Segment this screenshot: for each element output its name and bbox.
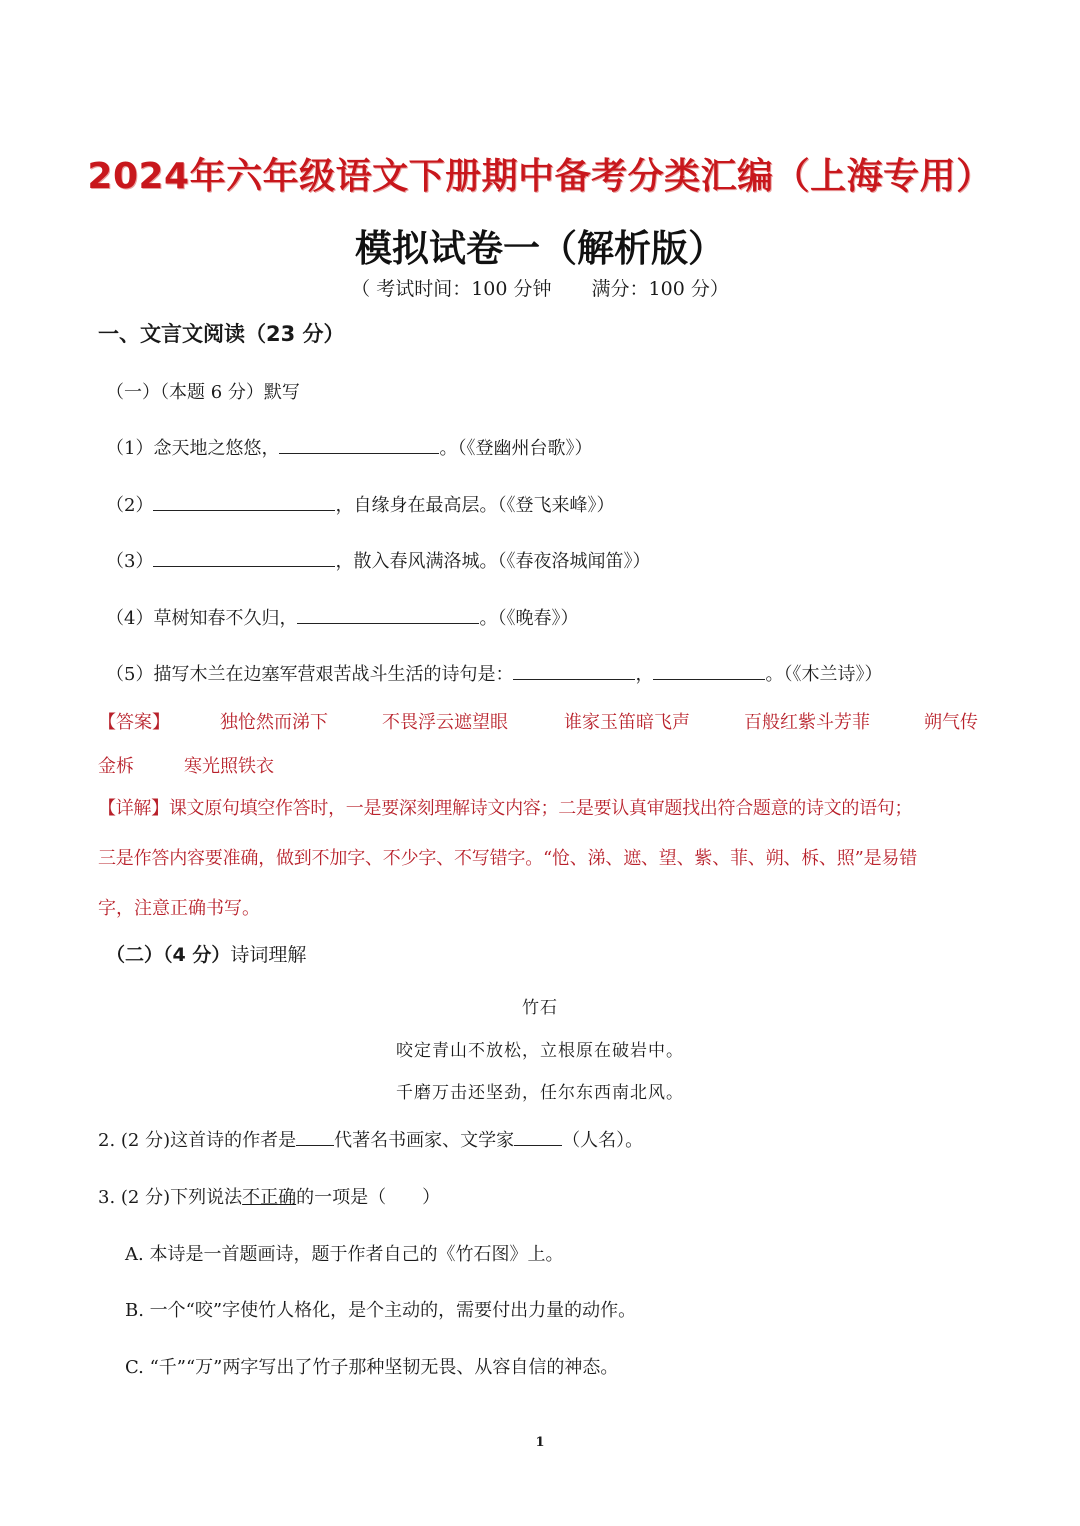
answer-blank[interactable] bbox=[279, 435, 439, 454]
fill-item-5 bbox=[106, 660, 882, 686]
answer-blank[interactable] bbox=[513, 661, 635, 680]
answer-1: 独怆然而涕下 bbox=[220, 712, 328, 733]
fill-item-text: （1）念天地之悠悠， bbox=[106, 438, 280, 459]
page-number: 1 bbox=[535, 1435, 545, 1450]
answer-5a: 朔气传 bbox=[924, 712, 978, 733]
poem-title: 竹石 bbox=[522, 998, 558, 1018]
fill-item-1 bbox=[106, 434, 592, 460]
option-a[interactable]: A. 本诗是一首题画诗，题于作者自己的《竹石图》上。 bbox=[125, 1244, 564, 1265]
fill-item-source: ，散入春风满洛城。（《春夜洛城闻笛》） bbox=[335, 551, 651, 572]
document-subtitle: 模拟试卷一（解析版） bbox=[355, 227, 725, 270]
answer-5c: 寒光照铁衣 bbox=[184, 756, 274, 777]
answer-label: 【答案】 bbox=[98, 712, 170, 733]
answer-blank[interactable] bbox=[296, 1127, 334, 1146]
fill-item-2 bbox=[106, 491, 614, 517]
answer-5b: 金柝 bbox=[98, 756, 134, 777]
full-score: 满分：100 分） bbox=[591, 278, 729, 300]
answer-3: 谁家玉笛暗飞声 bbox=[564, 712, 690, 733]
fill-item-source: 。（《晚春》） bbox=[479, 608, 579, 629]
answer-4: 百般红紫斗芳菲 bbox=[744, 712, 870, 733]
question-text: （人名）。 bbox=[562, 1130, 644, 1151]
fill-item-text: （3） bbox=[106, 551, 154, 572]
answer-blank[interactable] bbox=[514, 1127, 562, 1146]
fill-item-source: 。（《木兰诗》） bbox=[765, 664, 883, 685]
fill-item-source: ，自缘身在最高层。（《登飞来峰》） bbox=[335, 495, 615, 516]
emphasis-text: 不正确 bbox=[242, 1187, 297, 1208]
question-text: 3. (2 分)下列说法 bbox=[98, 1187, 243, 1208]
answer-blank[interactable] bbox=[153, 548, 335, 567]
exam-time: （ 考试时间：100 分钟 bbox=[351, 278, 552, 300]
fill-item-comma: ， bbox=[635, 664, 654, 685]
question-3 bbox=[98, 1183, 440, 1209]
detail-label: 【详解】 bbox=[98, 798, 169, 819]
exam-info bbox=[0, 274, 1080, 301]
part1-label: （一）（本题 6 分）默写 bbox=[106, 382, 300, 403]
question-text: 的一项是（ ） bbox=[296, 1187, 441, 1208]
part2-label bbox=[106, 940, 306, 967]
detail-line-3: 字，注意正确书写。 bbox=[98, 898, 260, 919]
fill-item-text: （5）描写木兰在边塞军营艰苦战斗生活的诗句是： bbox=[106, 664, 514, 685]
question-text: 2. (2 分)这首诗的作者是 bbox=[98, 1130, 297, 1151]
answer-blank[interactable] bbox=[297, 605, 479, 624]
fill-item-source: 。（《登幽州台歌》） bbox=[439, 438, 593, 459]
fill-item-text: （2） bbox=[106, 495, 154, 516]
answer-2: 不畏浮云遮望眼 bbox=[382, 712, 508, 733]
answer-blank[interactable] bbox=[153, 492, 335, 511]
option-c[interactable]: C. “千”“万”两字写出了竹子那种坚韧无畏、从容自信的神态。 bbox=[125, 1357, 619, 1378]
fill-item-3 bbox=[106, 547, 650, 573]
section-heading: 一、文言文阅读（23 分） bbox=[98, 322, 345, 346]
fill-item-4 bbox=[106, 604, 578, 630]
answer-blank[interactable] bbox=[653, 661, 765, 680]
question-text: 代著名书画家、文学家 bbox=[334, 1130, 515, 1151]
option-b[interactable]: B. 一个“咬”字使竹人格化，是个主动的，需要付出力量的动作。 bbox=[125, 1300, 637, 1321]
part2-score: （二）（4 分） bbox=[106, 944, 231, 966]
fill-item-text: （4）草树知春不久归， bbox=[106, 608, 298, 629]
poem-line-2: 千磨万击还坚劲，任尔东西南北风。 bbox=[396, 1083, 684, 1103]
detail-line-1 bbox=[98, 794, 990, 820]
document-title: 2024年六年级语文下册期中备考分类汇编（上海专用） bbox=[87, 156, 993, 197]
detail-text: 课文原句填空作答时，一是要深刻理解诗文内容；二是要认真审题找出符合题意的诗文的语句； bbox=[168, 798, 913, 819]
detail-line-2: 三是作答内容要准确，做到不加字、不少字、不写错字。“怆、涕、遮、望、紫、菲、朔、柝、照”是易错 bbox=[98, 848, 917, 869]
question-2 bbox=[98, 1126, 643, 1152]
part2-title: 诗词理解 bbox=[230, 944, 307, 966]
poem-line-1: 咬定青山不放松，立根原在破岩中。 bbox=[396, 1041, 684, 1061]
